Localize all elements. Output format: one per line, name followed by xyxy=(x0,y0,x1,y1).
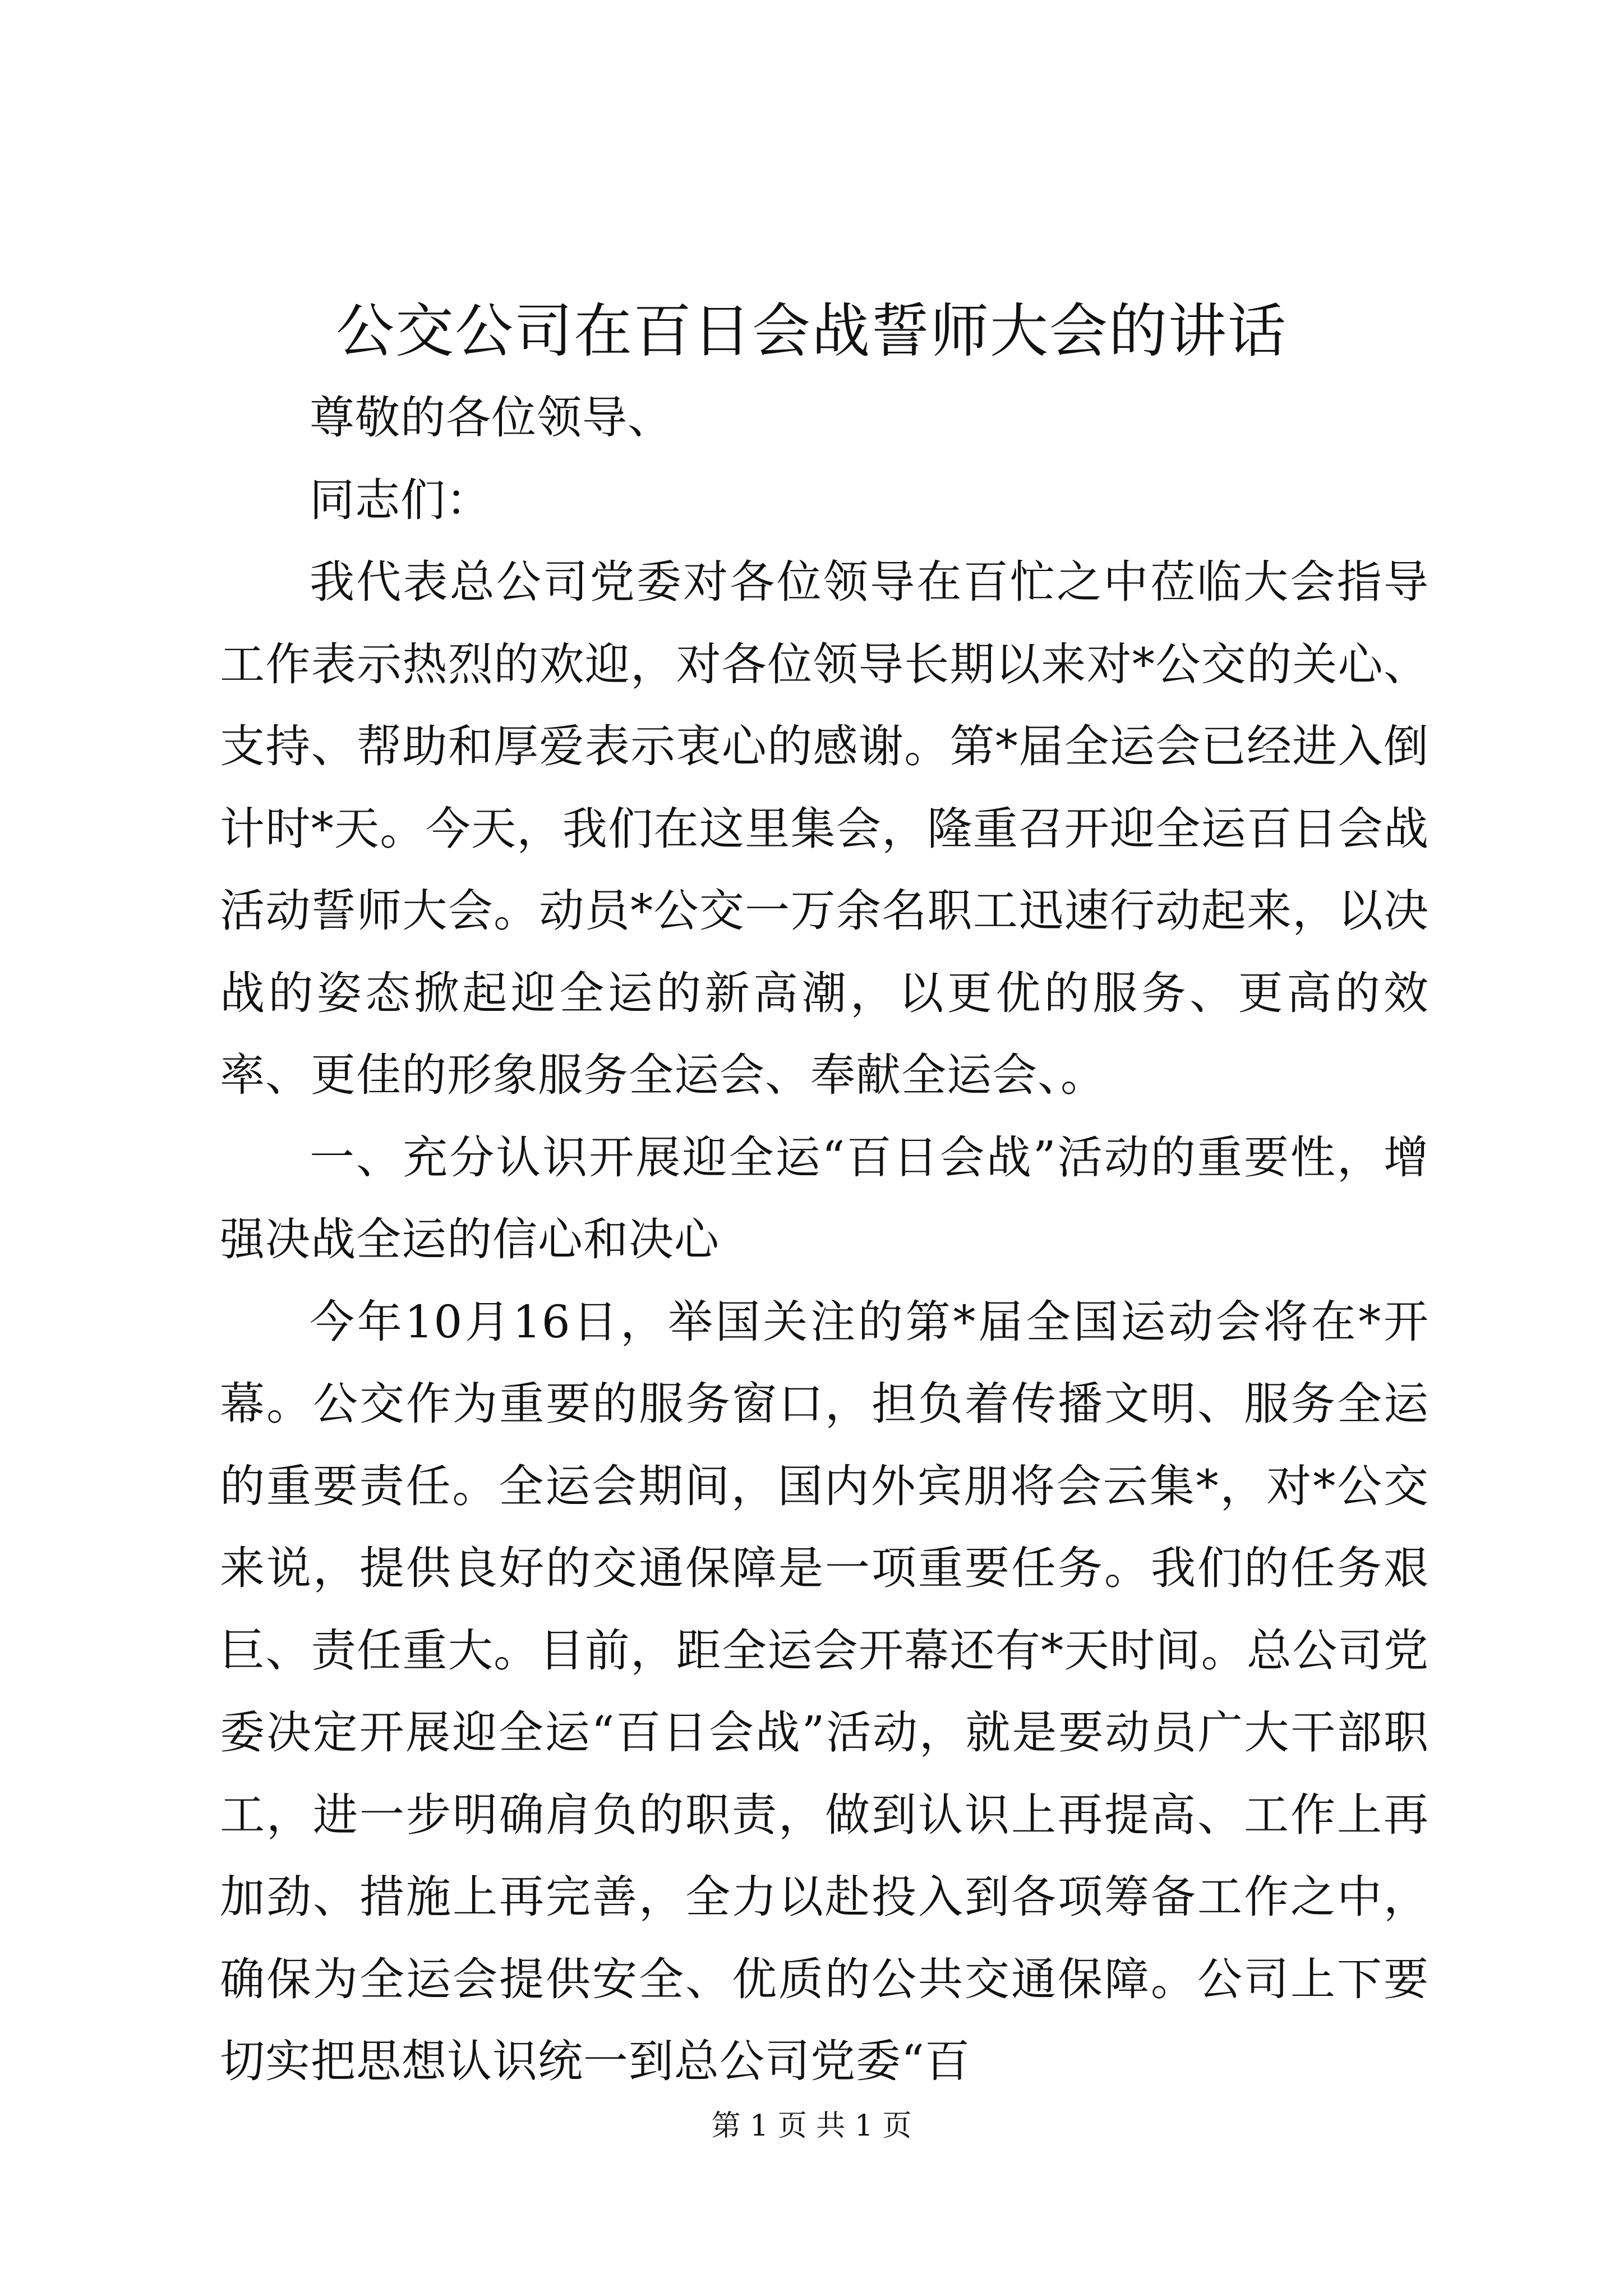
body-paragraph-section-1: 今年10月16日，举国关注的第*届全国运动会将在*开幕。公交作为重要的服务窗口，担负着传播文明、服务全运的重要责任。全运会期间，国内外宾朋将会云集*，对*公交来说，提供良好的交通保障是一项重要任务。我们的任务艰巨、责任重大。目前，距全运会开幕还有*天时间。总公司党委决定开展迎全运“百日会战”活动，就是要动员广大干部职工，进一步明确肩负的职责，做到认识上再提高、工作上再加劲、措施上再完善，全力以赴投入到各项筹备工作之中，确保为全运会提供安全、优质的公共交通保障。公司上下要切实把思想认识统一到总公司党委“百 xyxy=(220,1295,1429,2087)
document-title: 公交公司在百日会战誓师大会的讲话 xyxy=(335,297,1287,365)
salutation-line-2: 同志们： xyxy=(310,473,491,526)
body-paragraph-intro: 我代表总公司党委对各位领导在百忙之中莅临大会指导工作表示热烈的欢迎，对各位领导长期以来对*公交的关心、支持、帮助和厚爱表示衷心的感谢。第*届全运会已经进入倒计时*天。今天，我们在这里集会，隆重召开迎全运百日会战活动誓师大会。动员*公交一万余名职工迅速行动起来，以决战的姿态掀起迎全运的新高潮，以更优的服务、更高的效率、更佳的形象服务全运会、奉献全运会、。 xyxy=(220,556,1429,1101)
document-body xyxy=(220,377,1429,2103)
page-footer: 第 1 页 共 1 页 xyxy=(711,2109,912,2143)
salutation-line-1: 尊敬的各位领导、 xyxy=(310,392,673,444)
section-heading-1: 一、充分认识开展迎全运“百日会战”活动的重要性，增强决战全运的信心和决心 xyxy=(220,1131,1429,1266)
